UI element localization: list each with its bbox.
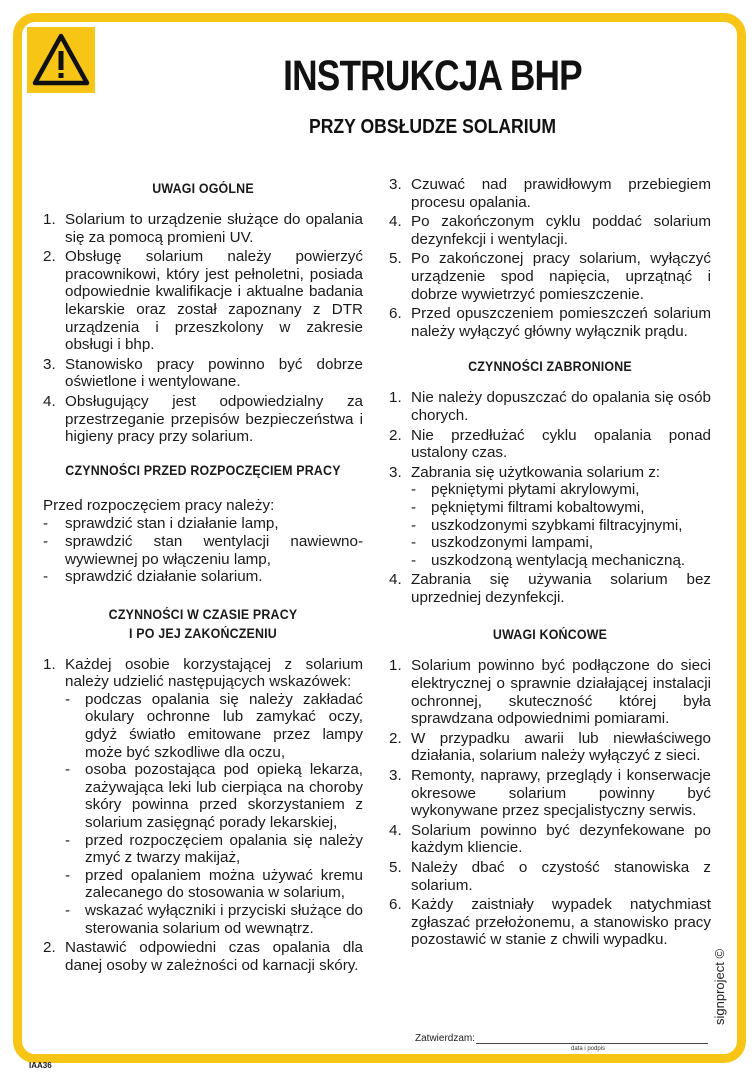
item-text: Każdej osobie korzystającej z solarium należy udzielić następujących wskazówek: [65, 655, 363, 691]
list-item: - pękniętymi filtrami kobaltowymi, [411, 498, 645, 516]
general-list [43, 211, 363, 446]
forbidden-sublist [411, 481, 711, 569]
list-item [389, 250, 711, 303]
item-text: W przypadku awarii lub niewłaściwego działania, solarium należy wyłączyć z sieci. [411, 729, 711, 765]
list-item [389, 767, 711, 820]
list-item [389, 176, 711, 211]
list-item: - uszkodzoną wentylacją mechaniczną. [411, 551, 686, 569]
page-subtitle: PRZY OBSŁUDZE SOLARIUM [308, 116, 557, 138]
item-number: 3. [389, 767, 402, 785]
section-heading-during: CZYNNOŚCI W CZASIE PRACY [108, 606, 298, 622]
item-text: Każdy zaistniały wypadek natychmiast zgłaszać przełożonemu, a stanowisko pracy pozostawić w stanie z chwili wypadku. [411, 896, 711, 949]
right-column [389, 176, 711, 951]
item-text: Czuwać nad prawidłowym przebiegiem procesu opalania. [411, 176, 711, 211]
item-number: 3. [389, 463, 402, 481]
list-item: - sprawdzić stan wentylacji nawiewno-wywiewnej po włączeniu lamp, [43, 532, 363, 568]
item-text: podczas opalania się należy zakładać okulary ochronne lub zamykać oczy, gdyż światło emitowane przez lampy może być szkodliwe dla oczu, [85, 690, 363, 761]
item-number: 6. [389, 305, 402, 323]
final-list [389, 657, 711, 949]
warning-triangle-icon [27, 27, 95, 93]
item-text: Należy dbać o czystość stanowiska z solarium. [411, 859, 711, 894]
item-text: Zabrania się używania solarium bez uprzedniej dezynfekcji. [411, 571, 711, 606]
before-list [43, 515, 363, 585]
list-item [43, 393, 363, 446]
item-text: osoba pozostająca pod opieką lekarza, zażywająca leki lub cierpiąca na choroby skóry powinna przed skorzystaniem z solarium zasięgnąć porady lekarskiej, [85, 761, 363, 832]
section-heading-before: CZYNNOŚCI PRZED ROZPOCZĘCIEM PRACY [65, 462, 341, 478]
item-number: 3. [389, 176, 402, 193]
list-item [43, 248, 363, 354]
list-item [389, 657, 711, 727]
item-text: uszkodzonymi lampami, [431, 534, 594, 552]
item-number: 2. [389, 426, 402, 444]
brand-mark: signproject © [712, 948, 727, 1025]
during-list [43, 656, 363, 975]
item-text: pękniętymi filtrami kobaltowymi, [431, 498, 645, 516]
list-item [43, 656, 363, 938]
list-item [389, 822, 711, 857]
item-number: 4. [389, 213, 402, 231]
forbidden-list [389, 389, 711, 606]
item-text: Obsługujący jest odpowiedzialny za przestrzeganie przepisów bezpieczeństwa i higieny pracy przy solarium. [65, 392, 363, 446]
list-item: - osoba pozostająca pod opieką lekarza, zażywająca leki lub cierpiąca na choroby skóry powinna przed skorzystaniem z solarium zasięgnąć porady lekarskiej, [65, 761, 363, 832]
item-number: 4. [389, 571, 402, 589]
item-text: Nastawić odpowiedni czas opalania dla danej osoby w zależności od karnacji skóry. [65, 939, 363, 974]
item-number: 4. [389, 821, 402, 839]
item-text: uszkodzonymi szybkami filtracyjnymi, [431, 516, 683, 534]
list-item: - sprawdzić działanie solarium. [43, 568, 263, 586]
item-text: Stanowisko pracy powinno być dobrze oświetlone i wentylowane. [65, 355, 363, 391]
item-text: Przed opuszczeniem pomieszczeń solarium należy wyłączyć główny wyłącznik prądu. [411, 305, 711, 340]
item-text: Nie należy dopuszczać do opalania się osób chorych. [411, 389, 711, 424]
item-number: 6. [389, 896, 402, 914]
list-item [389, 571, 711, 606]
during-sublist [65, 691, 363, 937]
item-number: 1. [389, 389, 402, 407]
section-heading-general: UWAGI OGÓLNE [152, 181, 254, 196]
item-number: 5. [389, 250, 402, 268]
during-list-continued [389, 176, 711, 340]
item-text: Remonty, naprawy, przeglądy i konserwacje okresowe solarium powinny być wykonywane przez specjalistyczny serwis. [411, 767, 711, 820]
list-item: - przed opalaniem można używać kremu zalecanego do stosowania w solarium, [65, 866, 363, 902]
item-number: 1. [43, 655, 56, 673]
section-heading-during-2: I PO JEJ ZAKOŃCZENIU [129, 625, 277, 641]
item-text: sprawdzić stan wentylacji nawiewno-wywiewnej po włączeniu lamp, [65, 532, 363, 568]
item-text: uszkodzoną wentylacją mechaniczną. [431, 551, 686, 569]
list-item: - podczas opalania się należy zakładać okulary ochronne lub zamykać oczy, gdyż światło emitowane przez lampy może być szkodliwe dla oczu, [65, 690, 363, 761]
list-item: - uszkodzonymi szybkami filtracyjnymi, [411, 516, 683, 534]
item-text: sprawdzić działanie solarium. [65, 568, 263, 586]
list-item [389, 896, 711, 949]
item-text: Solarium to urządzenie służące do opalania się za pomocą promieni UV. [65, 211, 363, 246]
approval-field [415, 1033, 475, 1044]
item-number: 4. [43, 392, 56, 410]
section-heading-forbidden: CZYNNOŚCI ZABRONIONE [468, 359, 632, 375]
item-text: Po zakończonym cyklu poddać solarium dezynfekcji i wentylacji. [411, 213, 711, 248]
item-text: Po zakończonej pracy solarium, wyłączyć urządzenie spod napięcia, uprzątnąć i dobrze wywietrzyć pomieszczenie. [411, 250, 711, 303]
list-item [43, 356, 363, 391]
item-text: Solarium powinno być podłączone do sieci elektrycznej o sprawnie działającej instalacji ochronnej, skuteczność której była sprawdzana odpowiednimi pomiarami. [411, 657, 711, 728]
item-text: wskazać wyłączniki i przyciski służące do sterowania solarium od wewnątrz. [85, 902, 363, 937]
item-number: 2. [389, 729, 402, 747]
approval-label: Zatwierdzam: [415, 1033, 476, 1044]
list-item [389, 305, 711, 340]
item-text: Zabrania się użytkowania solarium z: [411, 463, 661, 481]
signature-caption: data i podpis [571, 1046, 606, 1052]
list-item: - pękniętymi płytami akrylowymi, [411, 481, 640, 499]
list-item: - sprawdzić stan i działanie lamp, [43, 515, 279, 533]
item-text: Nie przedłużać cyklu opalania ponad ustalony czas. [411, 426, 711, 462]
list-item: - przed rozpoczęciem opalania się należy zmyć z twarzy makijaż, [65, 831, 363, 867]
list-item [389, 213, 711, 248]
item-number: 2. [43, 248, 56, 266]
list-item [43, 939, 363, 974]
item-number: 5. [389, 859, 402, 876]
list-item [389, 464, 711, 570]
list-item: - uszkodzonymi lampami, [411, 534, 594, 552]
before-intro: Przed rozpoczęciem pracy należy: [43, 496, 275, 514]
list-item [43, 211, 363, 246]
item-number: 1. [43, 211, 56, 228]
section-heading-final: UWAGI KOŃCOWE [492, 627, 608, 643]
signature-line [476, 1043, 708, 1044]
item-number: 2. [43, 939, 56, 957]
list-item [389, 389, 711, 424]
list-item [389, 730, 711, 765]
item-text: przed rozpoczęciem opalania się należy zmyć z twarzy makijaż, [85, 831, 363, 867]
list-item [389, 427, 711, 462]
item-text: Solarium powinno być dezynfekowane po każdym kliencie. [411, 821, 711, 857]
product-code: IAA36 [29, 1061, 52, 1070]
item-text: sprawdzić stan i działanie lamp, [65, 515, 279, 533]
left-column [43, 168, 363, 976]
item-text: Obsługę solarium należy powierzyć pracownikowi, który jest pełnoletni, posiada odpowiednie kwalifikacje i aktualne badania lekarskie oraz został zapoznany z DTR urządzenia i przeszkolony w zakresie obsługi i bhp. [65, 248, 363, 354]
list-item [389, 859, 711, 894]
item-number: 1. [389, 657, 402, 675]
page-title: INSTRUKCJA BHP [283, 52, 582, 100]
item-text: przed opalaniem można używać kremu zalecanego do stosowania w solarium, [85, 866, 363, 902]
item-number: 3. [43, 355, 56, 373]
list-item: - wskazać wyłączniki i przyciski służące do sterowania solarium od wewnątrz. [65, 902, 363, 937]
item-text: pękniętymi płytami akrylowymi, [431, 481, 640, 499]
